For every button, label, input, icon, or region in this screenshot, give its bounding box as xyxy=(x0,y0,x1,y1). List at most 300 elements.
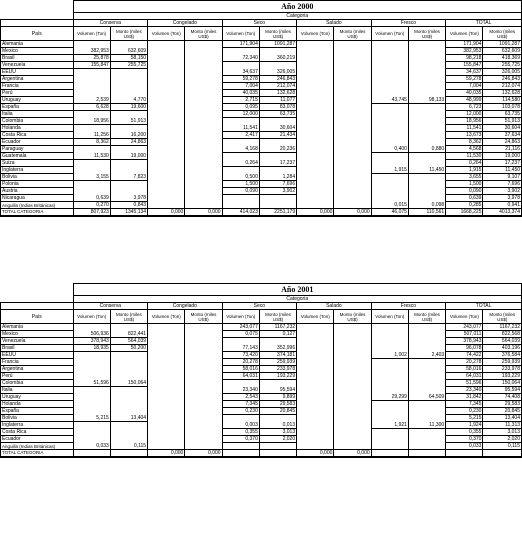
data-cell xyxy=(297,422,334,429)
data-cell xyxy=(73,394,110,401)
total-cell: 0,000 xyxy=(334,209,371,217)
data-cell xyxy=(222,62,259,69)
total-cell: 0,000 xyxy=(297,209,334,217)
data-cell: 171,904 xyxy=(222,41,259,48)
data-cell xyxy=(148,366,185,373)
data-cell: 74,408 xyxy=(483,394,522,401)
category-name: Conserva xyxy=(73,303,148,310)
data-cell: 1,915 xyxy=(446,167,483,174)
data-cell xyxy=(148,345,185,352)
data-cell xyxy=(371,153,408,160)
data-cell: 51,596 xyxy=(446,380,483,387)
amount-header: Monto (miles US$) xyxy=(185,27,222,41)
data-cell xyxy=(73,146,110,153)
volume-header: Volumen (Ton) xyxy=(73,27,110,41)
data-cell xyxy=(148,55,185,62)
total-cell xyxy=(483,450,522,458)
amount-header: Monto (miles US$) xyxy=(483,27,522,41)
total-cell xyxy=(222,450,259,458)
data-cell xyxy=(334,167,371,174)
data-cell: 259,939 xyxy=(259,359,296,366)
table-row xyxy=(1,359,522,366)
data-cell xyxy=(110,167,147,174)
data-cell: 74,422 xyxy=(446,352,483,359)
data-cell: 2,539 xyxy=(73,97,110,104)
data-cell xyxy=(297,167,334,174)
country-name: Bolivia xyxy=(1,174,74,181)
data-cell xyxy=(110,373,147,380)
data-cell: 132,628 xyxy=(259,90,296,97)
data-cell xyxy=(297,83,334,90)
data-cell xyxy=(185,83,222,90)
data-cell: 326,005 xyxy=(483,69,522,76)
data-cell: 7,004 xyxy=(222,83,259,90)
data-cell: 1167,232 xyxy=(259,324,296,331)
data-cell xyxy=(334,139,371,146)
data-cell: 6,723 xyxy=(446,104,483,111)
data-cell xyxy=(148,41,185,48)
total-cell xyxy=(371,450,408,458)
table-row xyxy=(1,174,522,181)
data-cell xyxy=(371,69,408,76)
data-cell xyxy=(185,387,222,394)
total-cell: 0,000 xyxy=(185,209,222,217)
data-cell xyxy=(334,48,371,55)
data-cell xyxy=(297,160,334,167)
category-name: Conserva xyxy=(73,20,148,27)
country-name: España xyxy=(1,408,74,415)
data-cell xyxy=(110,160,147,167)
data-cell: 3,013 xyxy=(259,429,296,436)
data-cell xyxy=(408,125,445,132)
data-cell xyxy=(334,408,371,415)
table-row xyxy=(1,443,522,450)
data-cell: 11,541 xyxy=(222,125,259,132)
data-cell: 246,843 xyxy=(483,76,522,83)
data-cell xyxy=(148,352,185,359)
data-cell xyxy=(371,443,408,450)
data-cell: 0,264 xyxy=(222,160,259,167)
category-name: Fresco xyxy=(371,20,446,27)
data-cell: 564,039 xyxy=(110,338,147,345)
total-cell xyxy=(259,450,296,458)
data-cell xyxy=(371,415,408,422)
data-cell: 3,155 xyxy=(73,174,110,181)
country-name: Alemania xyxy=(1,324,74,331)
data-cell: 374,181 xyxy=(259,352,296,359)
data-cell xyxy=(371,345,408,352)
data-cell xyxy=(408,153,445,160)
table-row xyxy=(1,90,522,97)
data-cell xyxy=(297,181,334,188)
data-cell: 11,530 xyxy=(446,153,483,160)
data-cell: 23,340 xyxy=(222,387,259,394)
data-cell xyxy=(148,48,185,55)
country-name: Francia xyxy=(1,83,74,90)
table-row xyxy=(1,160,522,167)
data-cell: 378,943 xyxy=(73,338,110,345)
data-cell: 63,735 xyxy=(483,111,522,118)
country-name: Guatemala xyxy=(1,153,74,160)
data-cell xyxy=(297,195,334,202)
data-cell xyxy=(334,118,371,125)
data-cell: 17,237 xyxy=(259,160,296,167)
data-cell xyxy=(73,387,110,394)
data-cell: 0,355 xyxy=(446,429,483,436)
data-cell: 132,628 xyxy=(483,90,522,97)
data-cell xyxy=(408,359,445,366)
data-cell xyxy=(297,174,334,181)
data-cell: 51,596 xyxy=(73,380,110,387)
table-row xyxy=(1,118,522,125)
data-cell xyxy=(334,195,371,202)
data-cell: 11,450 xyxy=(408,167,445,174)
data-cell xyxy=(371,408,408,415)
data-cell xyxy=(185,104,222,111)
data-cell: 0,127 xyxy=(259,331,296,338)
data-cell: 0,370 xyxy=(446,436,483,443)
data-cell: 13,673 xyxy=(446,132,483,139)
data-cell: 23,340 xyxy=(446,387,483,394)
data-cell: 0,015 xyxy=(371,202,408,209)
data-cell: 21,116 xyxy=(483,146,522,153)
data-cell xyxy=(334,352,371,359)
data-table xyxy=(0,0,522,217)
data-cell xyxy=(334,324,371,331)
data-cell xyxy=(148,62,185,69)
data-cell xyxy=(110,352,147,359)
amount-header: Monto (miles US$) xyxy=(259,310,296,324)
data-cell xyxy=(148,387,185,394)
data-cell: 1,002 xyxy=(371,352,408,359)
data-cell xyxy=(73,429,110,436)
data-cell xyxy=(334,83,371,90)
data-cell: 13,404 xyxy=(483,415,522,422)
data-cell xyxy=(185,139,222,146)
data-cell: 34,637 xyxy=(222,69,259,76)
data-cell xyxy=(334,436,371,443)
data-cell xyxy=(297,443,334,450)
table-row xyxy=(1,387,522,394)
data-cell xyxy=(334,132,371,139)
total-cell: 0,000 xyxy=(185,450,222,458)
data-cell: 1091,287 xyxy=(483,41,522,48)
data-cell: 2,417 xyxy=(222,132,259,139)
country-name: EEUU xyxy=(1,69,74,76)
data-cell xyxy=(185,422,222,429)
data-cell xyxy=(297,429,334,436)
data-cell xyxy=(297,331,334,338)
table-row xyxy=(1,338,522,345)
data-cell xyxy=(185,373,222,380)
data-cell: 259,939 xyxy=(483,359,522,366)
data-cell xyxy=(408,41,445,48)
data-cell: 30,604 xyxy=(483,125,522,132)
data-cell xyxy=(73,408,110,415)
data-cell xyxy=(73,160,110,167)
table-row xyxy=(1,62,522,69)
country-name: Venezuela xyxy=(1,338,74,345)
data-cell: 59,278 xyxy=(446,76,483,83)
data-cell xyxy=(73,111,110,118)
volume-header: Volumen (Ton) xyxy=(446,27,483,41)
data-cell: 11,530 xyxy=(73,153,110,160)
table-row xyxy=(1,380,522,387)
data-cell xyxy=(185,90,222,97)
data-cell: 7,823 xyxy=(110,174,147,181)
data-cell xyxy=(371,55,408,62)
data-cell: 4,168 xyxy=(222,146,259,153)
data-cell: 59,278 xyxy=(222,76,259,83)
data-cell: 40,035 xyxy=(446,90,483,97)
data-cell: 376,584 xyxy=(483,352,522,359)
data-cell xyxy=(334,111,371,118)
data-cell xyxy=(185,111,222,118)
data-cell xyxy=(371,181,408,188)
data-cell xyxy=(334,104,371,111)
data-cell xyxy=(73,352,110,359)
table-row xyxy=(1,352,522,359)
data-cell xyxy=(110,69,147,76)
data-cell xyxy=(297,387,334,394)
data-cell: 50,200 xyxy=(110,345,147,352)
table-row xyxy=(1,195,522,202)
data-cell xyxy=(259,48,296,55)
data-cell xyxy=(297,125,334,132)
data-cell: 7,345 xyxy=(446,401,483,408)
data-cell xyxy=(334,359,371,366)
data-cell: 34,637 xyxy=(446,69,483,76)
data-cell: 19,600 xyxy=(110,104,147,111)
table-row xyxy=(1,324,522,331)
data-cell: 64,031 xyxy=(222,373,259,380)
data-cell: 255,725 xyxy=(483,62,522,69)
data-cell xyxy=(371,324,408,331)
data-cell: 43,745 xyxy=(371,97,408,104)
data-cell xyxy=(297,62,334,69)
data-cell xyxy=(334,331,371,338)
data-cell: 243,077 xyxy=(222,324,259,331)
data-cell xyxy=(73,373,110,380)
country-name: Anguilla (Indias Británicas) xyxy=(1,202,74,209)
data-cell: 31,842 xyxy=(446,394,483,401)
data-cell xyxy=(110,41,147,48)
category-name: Salado xyxy=(297,303,372,310)
table-row xyxy=(1,76,522,83)
total-cell: 0,000 xyxy=(148,209,185,217)
data-cell xyxy=(297,338,334,345)
data-cell: 246,843 xyxy=(259,76,296,83)
data-cell xyxy=(185,195,222,202)
data-cell xyxy=(148,422,185,429)
data-cell: 212,074 xyxy=(483,83,522,90)
total-label: TOTAL CATEGORIA xyxy=(1,450,74,458)
data-table xyxy=(0,283,522,458)
data-cell xyxy=(148,118,185,125)
data-cell xyxy=(334,443,371,450)
data-cell xyxy=(185,160,222,167)
data-cell xyxy=(185,55,222,62)
category-name: Congelado xyxy=(148,303,223,310)
data-cell xyxy=(297,366,334,373)
data-cell xyxy=(73,324,110,331)
data-cell xyxy=(185,359,222,366)
data-cell xyxy=(334,160,371,167)
data-cell xyxy=(297,352,334,359)
data-cell xyxy=(297,48,334,55)
category-name: TOTAL xyxy=(446,303,522,310)
data-cell: 20,236 xyxy=(259,146,296,153)
data-cell: 64,031 xyxy=(446,373,483,380)
data-cell: 29,299 xyxy=(371,394,408,401)
data-cell xyxy=(371,401,408,408)
data-cell xyxy=(185,380,222,387)
data-cell: 193,229 xyxy=(259,373,296,380)
data-cell: 37,634 xyxy=(483,132,522,139)
country-name: Bolivia xyxy=(1,415,74,422)
table-row xyxy=(1,104,522,111)
data-cell xyxy=(334,202,371,209)
data-cell xyxy=(371,188,408,195)
data-cell: 822,441 xyxy=(110,331,147,338)
data-cell xyxy=(334,394,371,401)
data-cell: 1,500 xyxy=(446,181,483,188)
data-cell xyxy=(148,359,185,366)
data-cell xyxy=(110,429,147,436)
data-cell: 0,270 xyxy=(73,202,110,209)
data-cell xyxy=(334,338,371,345)
table-row xyxy=(1,415,522,422)
data-cell xyxy=(297,188,334,195)
data-cell xyxy=(148,111,185,118)
pais-header: País xyxy=(1,27,74,41)
data-cell: 29,583 xyxy=(259,401,296,408)
table-row xyxy=(1,125,522,132)
country-name: Venezuela xyxy=(1,62,74,69)
data-cell: 382,953 xyxy=(446,48,483,55)
table-row xyxy=(1,188,522,195)
data-cell xyxy=(148,97,185,104)
data-cell xyxy=(185,324,222,331)
data-cell xyxy=(110,394,147,401)
data-cell xyxy=(408,429,445,436)
data-cell: 98,218 xyxy=(446,55,483,62)
table-row xyxy=(1,429,522,436)
data-cell xyxy=(110,387,147,394)
country-name: Argentina xyxy=(1,366,74,373)
country-name: Austria xyxy=(1,188,74,195)
data-cell: 150,064 xyxy=(483,380,522,387)
country-name: Holanda xyxy=(1,125,74,132)
data-cell: 233,978 xyxy=(483,366,522,373)
data-cell xyxy=(259,195,296,202)
country-name: Ecuador xyxy=(1,139,74,146)
amount-header: Monto (miles US$) xyxy=(185,310,222,324)
volume-header: Volumen (Ton) xyxy=(297,310,334,324)
country-name: Nicaragua xyxy=(1,195,74,202)
total-cell: 807,923 xyxy=(73,209,110,217)
table-row xyxy=(1,373,522,380)
data-cell xyxy=(148,373,185,380)
data-cell xyxy=(73,76,110,83)
country-name: Perú xyxy=(1,373,74,380)
data-cell xyxy=(259,139,296,146)
country-name: Mexico xyxy=(1,48,74,55)
data-cell xyxy=(185,415,222,422)
data-cell: 0,095 xyxy=(222,104,259,111)
data-cell: 7,696 xyxy=(259,181,296,188)
data-cell: 20,278 xyxy=(446,359,483,366)
data-cell xyxy=(297,436,334,443)
data-cell: 0,880 xyxy=(408,146,445,153)
data-cell: 0,090 xyxy=(222,188,259,195)
data-cell: 7,696 xyxy=(483,181,522,188)
table-row xyxy=(1,153,522,160)
data-cell: 233,978 xyxy=(259,366,296,373)
data-cell: 17,237 xyxy=(483,160,522,167)
amount-header: Monto (miles US$) xyxy=(110,27,147,41)
data-cell xyxy=(334,90,371,97)
table-row xyxy=(1,202,522,209)
data-cell xyxy=(259,380,296,387)
data-cell: 0,075 xyxy=(222,331,259,338)
data-cell xyxy=(408,345,445,352)
total-cell xyxy=(446,450,483,458)
table-2001 xyxy=(0,283,522,458)
data-cell xyxy=(408,401,445,408)
data-cell: 155,847 xyxy=(446,62,483,69)
volume-header: Volumen (Ton) xyxy=(73,310,110,324)
volume-header: Volumen (Ton) xyxy=(446,310,483,324)
country-name: Uruguay xyxy=(1,394,74,401)
data-cell: 11,077 xyxy=(259,97,296,104)
data-cell xyxy=(185,188,222,195)
country-name: Inglaterra xyxy=(1,167,74,174)
table-row xyxy=(1,345,522,352)
data-cell: 40,035 xyxy=(222,90,259,97)
data-cell xyxy=(110,408,147,415)
data-cell xyxy=(297,153,334,160)
data-cell: 20,845 xyxy=(483,408,522,415)
data-cell: 0,098 xyxy=(408,202,445,209)
total-cell: 0,000 xyxy=(334,450,371,458)
data-cell xyxy=(371,111,408,118)
data-cell: 0,400 xyxy=(371,146,408,153)
data-cell xyxy=(148,443,185,450)
data-cell xyxy=(73,436,110,443)
total-cell: 4013,374 xyxy=(483,209,522,217)
data-cell xyxy=(371,436,408,443)
data-cell: 64,509 xyxy=(408,394,445,401)
data-cell: 58,150 xyxy=(110,55,147,62)
data-cell xyxy=(259,443,296,450)
data-cell xyxy=(185,345,222,352)
category-name: Salado xyxy=(297,20,372,27)
data-cell: 13,404 xyxy=(110,415,147,422)
data-cell xyxy=(110,90,147,97)
total-cell: 46,075 xyxy=(371,209,408,217)
data-cell xyxy=(148,104,185,111)
category-name: TOTAL xyxy=(446,20,522,27)
category-header: Categoria xyxy=(73,296,521,303)
data-cell: 25,878 xyxy=(73,55,110,62)
data-cell xyxy=(297,69,334,76)
data-cell xyxy=(371,174,408,181)
data-cell xyxy=(371,429,408,436)
country-name: EEUU xyxy=(1,352,74,359)
country-name: Holanda xyxy=(1,401,74,408)
data-cell xyxy=(408,195,445,202)
